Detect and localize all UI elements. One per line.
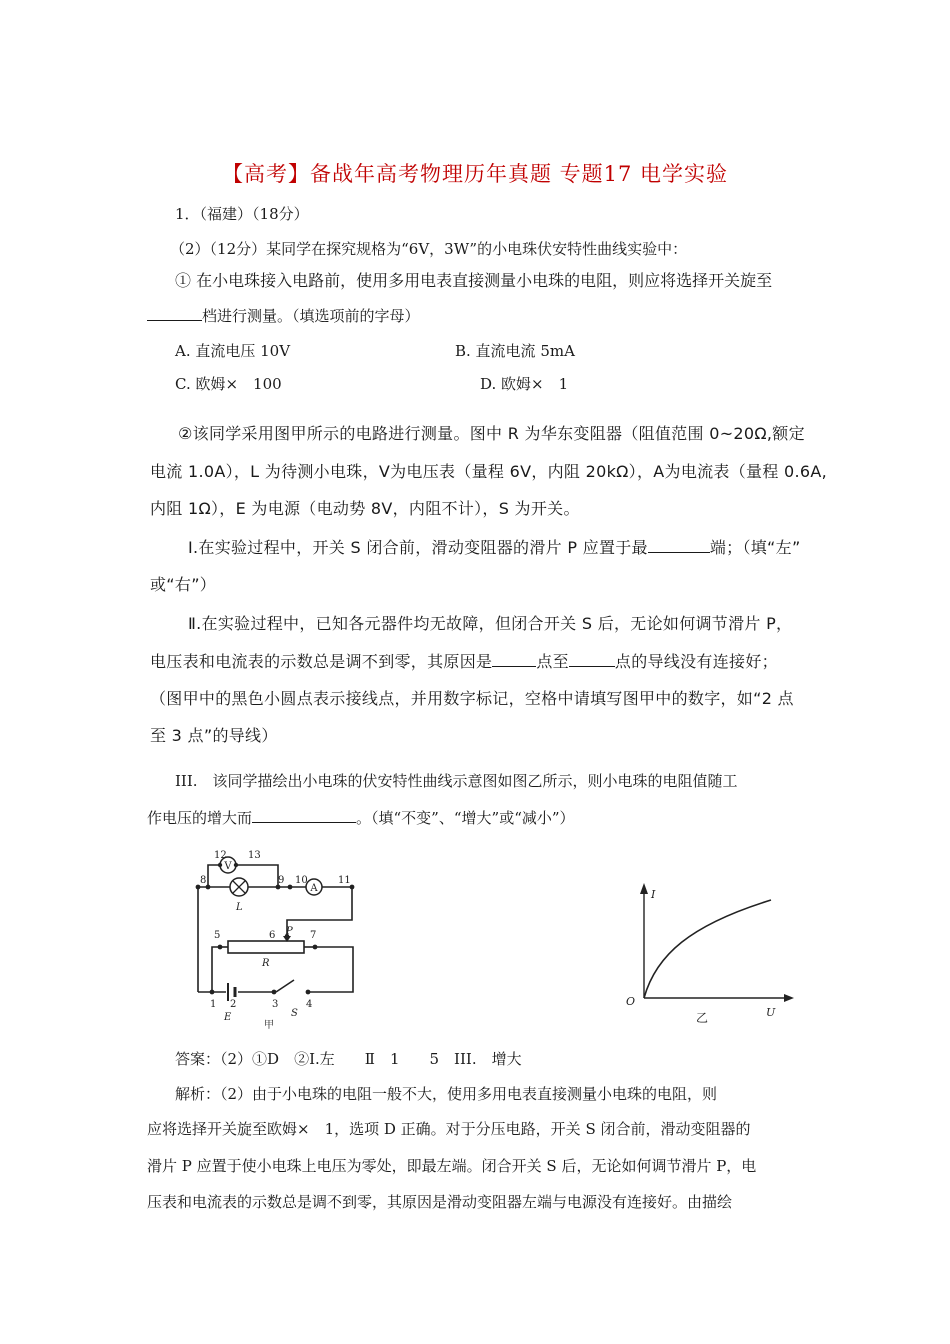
svg-text:2: 2 <box>230 999 237 1010</box>
answer-blank[interactable] <box>492 652 536 667</box>
svg-text:13: 13 <box>248 850 261 861</box>
svg-text:E: E <box>224 1012 232 1023</box>
para2-line1: ②该同学采用图甲所示的电路进行测量。图中 R 为华东变阻器（阻值范围 0~20Ω,额定 <box>178 424 805 443</box>
sub-question-1: ① 在小电珠接入电路前，使用多用电表直接测量小电珠的电阻，则应将选择开关旋至 <box>175 271 773 290</box>
part-ii-line2: 电压表和电流表的示数总是调不到零，其原因是 点至 点的导线没有连接好； <box>150 652 778 671</box>
para2-line3: 内阻 1Ω），E 为电源（电动势 8V，内阻不计），S 为开关。 <box>150 499 580 518</box>
answer-blank[interactable] <box>569 652 615 667</box>
part-i-line2: 或“右”） <box>150 575 217 594</box>
svg-text:9: 9 <box>278 875 285 886</box>
part-ii-line3: （图甲中的黑色小圆点表示接线点，并用数字标记，空格中请填写图甲中的数字，如“2 点 <box>150 689 794 708</box>
question-intro: （2）（12分）某同学在探究规格为“6V，3W”的小电珠伏安特性曲线实验中： <box>170 240 688 258</box>
svg-text:3: 3 <box>272 999 279 1010</box>
svg-text:P: P <box>286 926 293 937</box>
part-iii-line2: 作电压的增大而 。（填“不变”、“增大”或“减小”） <box>147 809 575 827</box>
svg-text:12: 12 <box>214 850 227 861</box>
figure-caption: 甲 <box>264 1020 274 1030</box>
svg-text:S: S <box>291 1008 298 1019</box>
figure-caption: 乙 <box>696 1011 709 1025</box>
question-number: 1．（福建）（18分） <box>175 205 309 223</box>
page-title: 【高考】备战年高考物理历年真题 专题17 电学实验 <box>221 162 729 186</box>
part-ii-line4: 至 3 点”的导线） <box>150 726 278 745</box>
sub-question-1-cont: 档进行测量。（填选项前的字母） <box>147 305 420 326</box>
svg-text:4: 4 <box>306 999 313 1010</box>
option-b: B. 直流电流 5mA <box>455 342 575 360</box>
svg-text:A: A <box>310 883 318 894</box>
svg-text:1: 1 <box>210 999 217 1010</box>
analysis-line3: 滑片 P 应置于使小电珠上电压为零处，即最左端。闭合开关 S 后，无论如何调节滑片 P，电 <box>147 1157 757 1175</box>
svg-text:7: 7 <box>310 930 317 941</box>
svg-text:10: 10 <box>295 875 308 886</box>
svg-text:8: 8 <box>200 875 207 886</box>
svg-text:5: 5 <box>214 930 221 941</box>
svg-text:R: R <box>262 958 270 969</box>
answer-blank[interactable] <box>252 808 356 823</box>
part-ii-line1: Ⅱ.在实验过程中，已知各元器件均无故障，但闭合开关 S 后，无论如何调节滑片 P， <box>188 614 793 633</box>
answer-line: 答案：（2）①D ②Ⅰ.左 Ⅱ 1 5 III. 增大 <box>175 1050 522 1068</box>
svg-text:U: U <box>766 1006 776 1019</box>
svg-text:11: 11 <box>338 875 351 886</box>
iu-curve <box>644 900 771 998</box>
iu-curve-figure <box>618 880 798 1025</box>
part-iii-line1: III. 该同学描绘出小电珠的伏安特性曲线示意图如图乙所示，则小电珠的电阻值随工 <box>175 772 738 790</box>
part-i-line1: Ⅰ.在实验过程中，开关 S 闭合前，滑动变阻器的滑片 P 应置于最 端；（填“左” <box>188 538 801 557</box>
option-d: D. 欧姆× 1 <box>480 375 569 393</box>
circuit-diagram <box>190 840 370 1030</box>
svg-text:I: I <box>651 888 656 901</box>
svg-text:V: V <box>224 861 232 872</box>
option-c: C. 欧姆× 100 <box>175 375 282 393</box>
svg-text:L: L <box>236 902 243 913</box>
analysis-line1: 解析：（2）由于小电珠的电阻一般不大，使用多用电表直接测量小电珠的电阻，则 <box>175 1085 718 1103</box>
svg-text:O: O <box>626 995 636 1008</box>
para2-line2: 电流 1.0A），L 为待测小电珠，V为电压表（量程 6V，内阻 20kΩ），A为电流表（量程 0.6A, <box>150 462 827 481</box>
svg-text:6: 6 <box>269 930 276 941</box>
option-a: A. 直流电压 10V <box>175 342 291 360</box>
answer-blank[interactable] <box>147 306 202 321</box>
analysis-line2: 应将选择开关旋至欧姆× 1，选项 D 正确。对于分压电路，开关 S 闭合前，滑动变阻器的 <box>147 1120 751 1138</box>
answer-blank[interactable] <box>648 538 710 553</box>
analysis-line4: 压表和电流表的示数总是调不到零，其原因是滑动变阻器左端与电源没有连接好。由描绘 <box>147 1193 733 1211</box>
